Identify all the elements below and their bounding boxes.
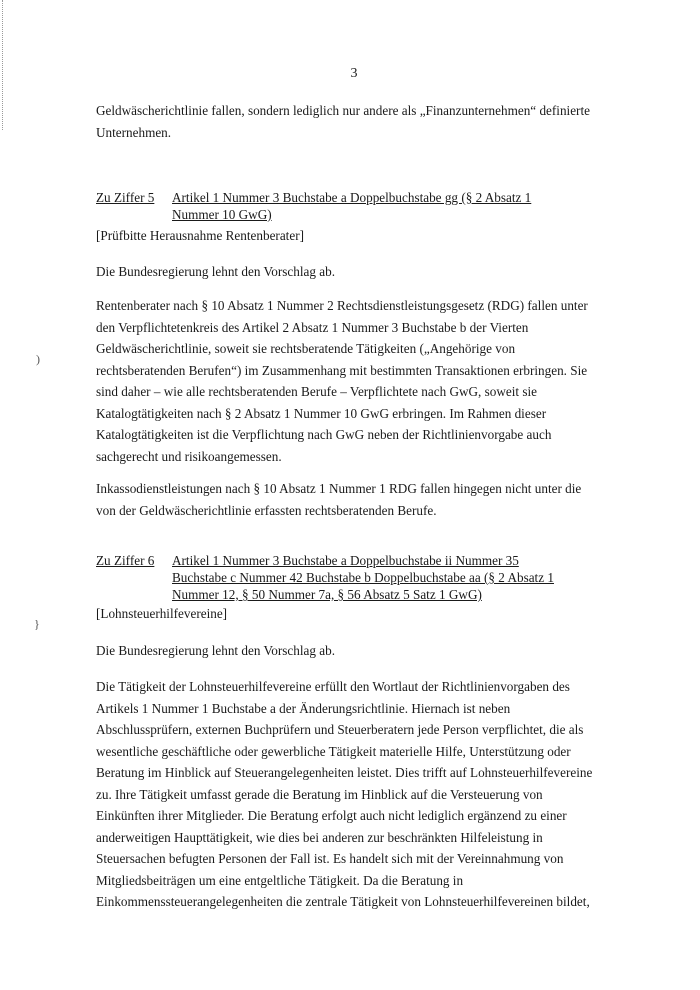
intro-line: Unternehmen.	[96, 124, 172, 140]
scan-edge-marks	[2, 0, 5, 130]
intro-paragraph	[96, 100, 616, 143]
section-6-paragraph-1	[96, 676, 616, 913]
paragraph-line: Die Tätigkeit der Lohnsteuerhilfevereine erfüllt den Wortlaut der Richtlinienvorgaben des	[96, 679, 570, 694]
section-5-paragraph-2	[96, 478, 616, 521]
paragraph-line: Mitgliedsbeiträgen um eine entgeltliche Tätigkeit. Da die Beratung in	[96, 872, 464, 888]
section-5-heading	[96, 189, 626, 223]
paragraph-line: den Verpflichtetenkreis des Artikel 2 Absatz 1 Nummer 3 Buchstabe b der Vierten	[96, 319, 529, 335]
section-5-paragraph-1	[96, 295, 616, 467]
paragraph-line: Beratung im Hinblick auf Steuerangelegenheiten leistet. Dies trifft auf Lohnsteuerhilfevereine	[96, 765, 593, 780]
section-6-title-line: Artikel 1 Nummer 3 Buchstabe a Doppelbuchstabe ii Nummer 35	[172, 553, 519, 568]
paragraph-line: von der Geldwäscherichtlinie erfassten rechtsberatenden Berufe.	[96, 502, 437, 518]
paragraph-line: sind daher – wie alle rechtsberatenden Berufe – Verpflichtete nach GwG, soweit sie	[96, 384, 538, 399]
paragraph-line: wesentliche geschäftliche oder gewerbliche Tätigkeit materielle Hilfe, Unterstützung oder	[96, 743, 571, 759]
paragraph-line: Abschlussprüfern, externen Buchprüfern und Steuerberatern jede Person verpflichtet, die als	[96, 722, 584, 737]
decision-text: Die Bundesregierung lehnt den Vorschlag ab.	[96, 264, 336, 279]
intro-line: Geldwäscherichtlinie fallen, sondern lediglich nur andere als „Finanzunternehmen“ definierte	[96, 103, 590, 118]
section-6-title-line: Nummer 12, § 50 Nummer 7a, § 56 Absatz 5 Satz 1 GwG)	[172, 587, 482, 602]
margin-mark: )	[36, 352, 40, 366]
section-5-subtitle: [Prüfbitte Herausnahme Rentenberater]	[96, 228, 304, 243]
paragraph-line: Einkommenssteuerangelegenheiten die zentrale Tätigkeit von Lohnsteuerhilfevereinen bildet,	[96, 894, 590, 909]
paragraph-line: Geldwäscherichtlinie, soweit sie rechtsberatende Tätigkeiten („Angehörige von	[96, 341, 516, 356]
section-5-title-line: Nummer 10 GwG)	[172, 207, 272, 222]
decision-text: Die Bundesregierung lehnt den Vorschlag ab.	[96, 643, 336, 658]
margin-mark: }	[34, 617, 40, 631]
section-6-prefix: Zu Ziffer 6	[96, 553, 155, 568]
section-6-decision	[96, 640, 616, 662]
paragraph-line: Katalogtätigkeiten nach § 2 Absatz 1 Nummer 10 GwG erbringen. Im Rahmen dieser	[96, 405, 547, 421]
section-5-title-line: Artikel 1 Nummer 3 Buchstabe a Doppelbuchstabe gg (§ 2 Absatz 1	[172, 190, 532, 205]
section-5-decision	[96, 261, 616, 283]
section-6-heading	[96, 552, 626, 603]
paragraph-line: anderweitigen Haupttätigkeit, wie dies bei anderen zur beschränkten Hilfeleistung in	[96, 829, 543, 845]
paragraph-line: sachgerecht und risikoangemessen.	[96, 448, 282, 464]
section-5-prefix: Zu Ziffer 5	[96, 190, 155, 205]
paragraph-line: Rentenberater nach § 10 Absatz 1 Nummer 2 Rechtsdienstleistungsgesetz (RDG) fallen unter	[96, 298, 588, 313]
paragraph-line: Inkassodienstleistungen nach § 10 Absatz 1 Nummer 1 RDG fallen hingegen nicht unter die	[96, 481, 582, 496]
paragraph-line: Artikels 1 Nummer 1 Buchstabe a der Änderungsrichtlinie. Hiernach ist neben	[96, 700, 511, 716]
paragraph-line: Katalogtätigkeiten ist die Verpflichtung nach GwG neben der Richtlinienvorgabe auch	[96, 427, 552, 442]
paragraph-line: Einkünften ihrer Mitglieder. Die Beratung erfolgt auch nicht lediglich ergänzend zu einer	[96, 808, 567, 823]
paragraph-line: rechtsberatenden Berufen“) im Zusammenhang mit bestimmten Transaktionen erbringen. Sie	[96, 362, 588, 378]
section-6-title-line: Buchstabe c Nummer 42 Buchstabe b Doppelbuchstabe aa (§ 2 Absatz 1	[172, 570, 554, 585]
page-number: 3	[350, 66, 358, 81]
paragraph-line: zu. Ihre Tätigkeit umfasst gerade die Beratung im Hinblick auf die Versteuerung von	[96, 786, 543, 802]
section-6-subtitle: [Lohnsteuerhilfevereine]	[96, 606, 228, 621]
paragraph-line: Steuersachen befugten Personen der Fall ist. Es handelt sich mit der Vereinnahmung von	[96, 851, 564, 866]
